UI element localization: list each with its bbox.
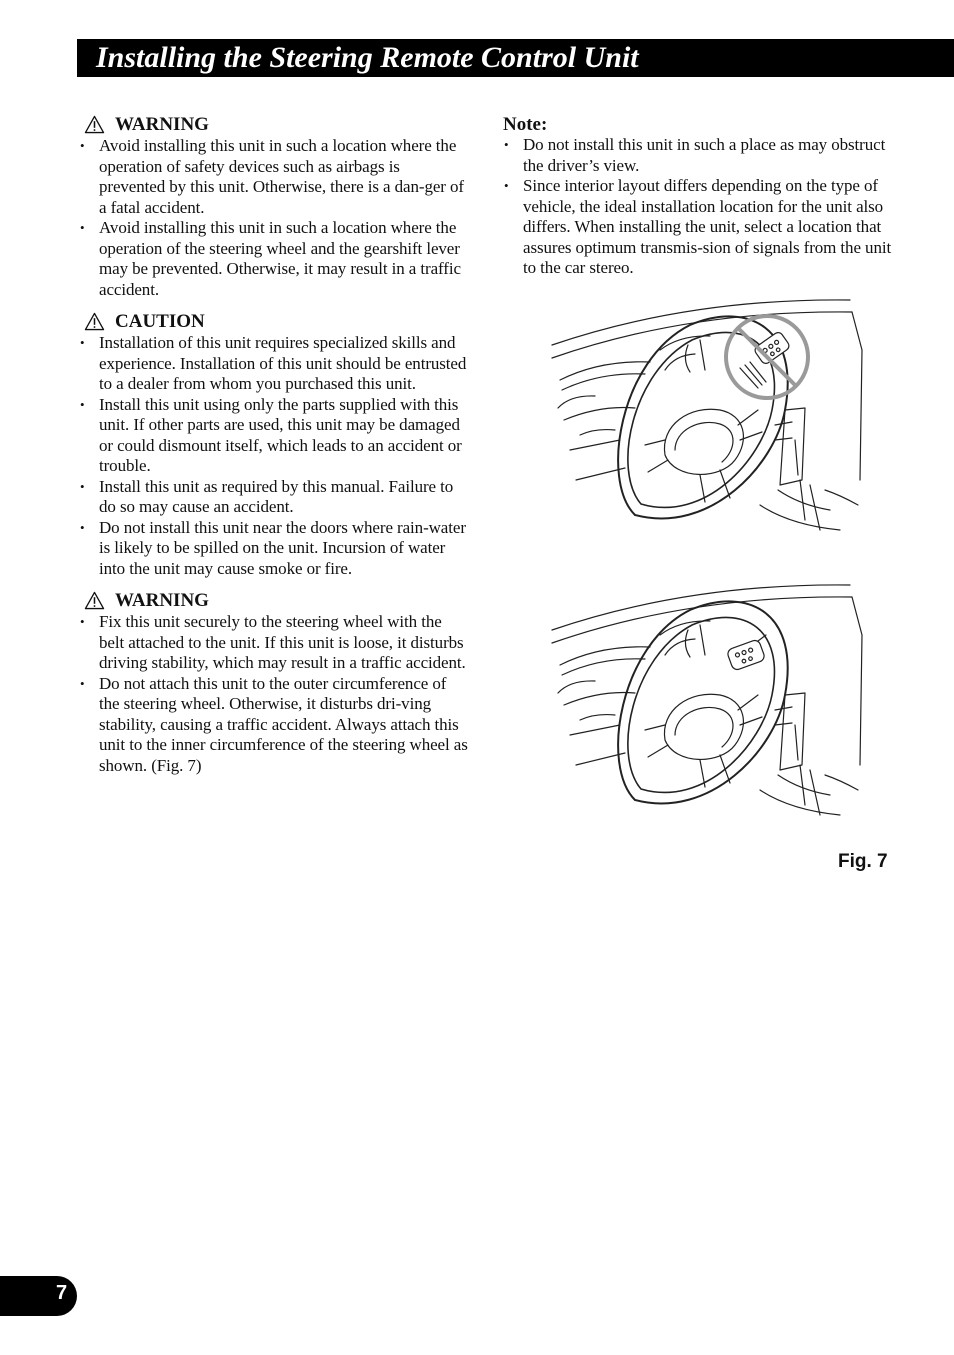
list-item: • Fix this unit securely to the steering wheel with the belt attached to the unit. If this unit is loose, it disturbs driving stability, which may result in a traffic accident. (78, 612, 468, 674)
warning-heading-1: WARNING (84, 114, 468, 135)
note-list (502, 135, 892, 279)
list-item: • Install this unit using only the parts supplied with this unit. If other parts are used, this unit may be damaged or could dismount itself, which leads to an accident or trouble. (78, 395, 468, 477)
list-item: • Since interior layout differs depending on the type of vehicle, the ideal installation location for the unit also differs. When installing the unit, select a location that assures optimum transmis-sion of signals from the unit to the car stereo. (502, 176, 892, 279)
warning-heading-2: WARNING (84, 590, 468, 611)
note-heading: Note: (503, 114, 548, 135)
list-item: • Do not install this unit near the doors where rain-water is likely to be spilled on the unit. Incursion of water into the unit may cause smoke or fire. (78, 518, 468, 580)
title-bar (77, 39, 954, 77)
list-item: • Do not attach this unit to the outer circumference of the steering wheel. Otherwise, it disturbs dri-ving stability, causing a traffic accident. Always attach this unit to the inner circumference of the steering wheel as shown. (Fig. 7) (78, 674, 468, 777)
page-number: 7 (56, 1282, 68, 1304)
correct-installation-illustration (540, 575, 870, 825)
list-item: • Do not install this unit in such a place as may obstruct the driver’s view. (502, 135, 892, 176)
warning-triangle-icon (84, 591, 105, 610)
incorrect-installation-illustration (540, 290, 870, 540)
right-column (502, 114, 892, 279)
caution-heading: CAUTION (84, 311, 468, 332)
list-item: • Avoid installing this unit in such a location where the operation of the steering wheel and the gearshift lever may be prevented. Otherwise, it may result in a traffic accident. (78, 218, 468, 300)
left-column (78, 114, 468, 776)
list-item: • Install this unit as required by this manual. Failure to do so may cause an accident. (78, 477, 468, 518)
caution-list (78, 333, 468, 579)
list-item: • Installation of this unit requires specialized skills and experience. Installation of this unit should be entrusted to a dealer from whom you purchased this unit. (78, 333, 468, 395)
list-item: • Avoid installing this unit in such a location where the operation of safety devices such as airbags is prevented by this unit. Otherwise, there is a dan-ger of a fatal accident. (78, 136, 468, 218)
caution-triangle-icon (84, 312, 105, 331)
page-title: Installing the Steering Remote Control Unit (96, 41, 639, 74)
warning-list-2 (78, 612, 468, 776)
warning-triangle-icon (84, 115, 105, 134)
warning-list-1 (78, 136, 468, 300)
figure-label: Fig. 7 (838, 851, 888, 872)
